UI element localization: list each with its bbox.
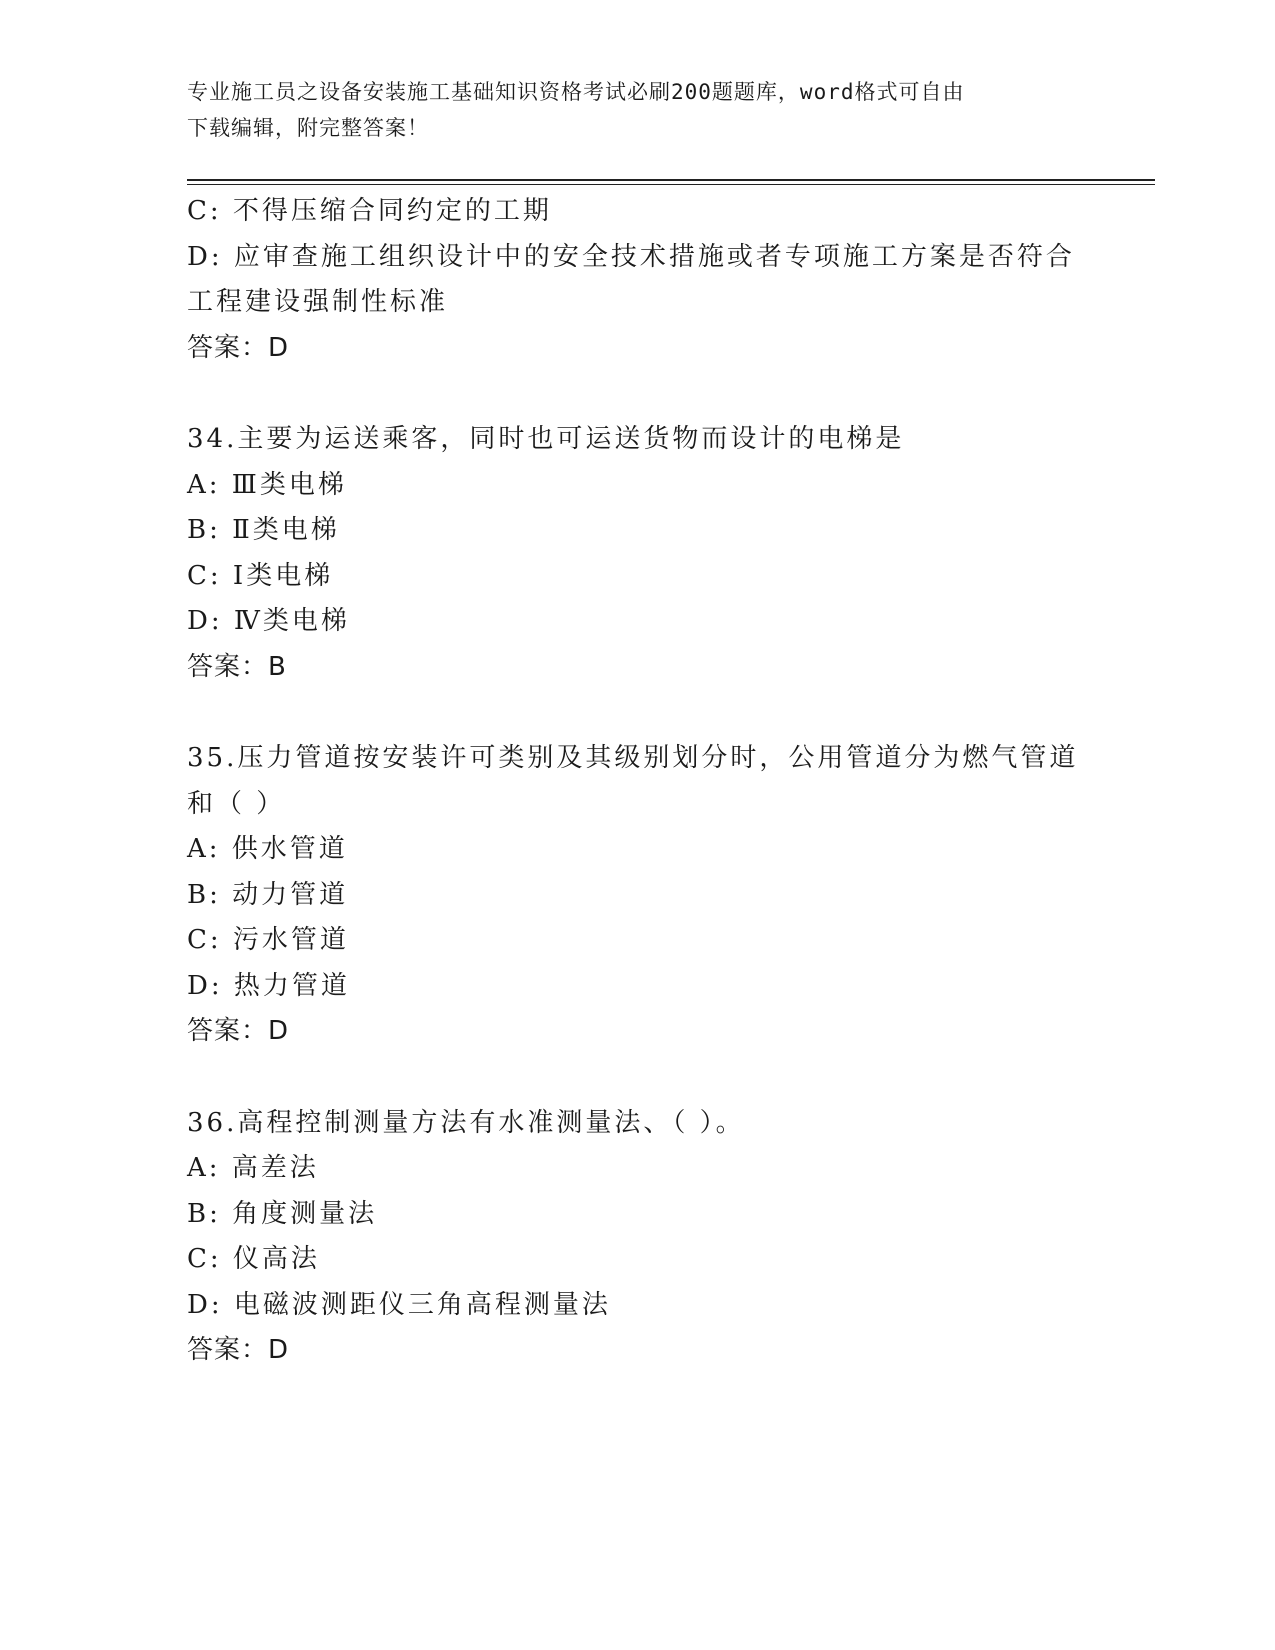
question-block-34	[187, 417, 1087, 690]
option-d: D: 电磁波测距仪三角高程测量法	[187, 1289, 611, 1320]
answer: 答案：D	[187, 1335, 290, 1365]
answer: 答案：B	[187, 651, 287, 682]
header-line-2: 下载编辑，附完整答案！	[187, 116, 429, 140]
option-d-continued: 工程建设强制性标准	[187, 287, 449, 317]
header-line-1: 专业施工员之设备安装施工基础知识资格考试必刷200题题库，word格式可自由	[187, 80, 965, 104]
question-text-continued: 和（ ）	[187, 788, 286, 819]
question-text: 35.压力管道按安装许可类别及其级别划分时，公用管道分为燃气管道	[187, 743, 1079, 773]
question-list	[187, 189, 1087, 1374]
option-c: C: 污水管道	[187, 925, 349, 955]
option-c: C: 仪高法	[187, 1244, 320, 1274]
document-header	[187, 74, 1067, 146]
header-rule-thin	[187, 184, 1155, 185]
answer: 答案：D	[187, 1016, 290, 1046]
option-b: B: 角度测量法	[187, 1198, 378, 1229]
option-d: D: 应审查施工组织设计中的安全技术措施或者专项施工方案是否符合	[187, 241, 1075, 272]
question-block-35	[187, 736, 1087, 1055]
option-d: D: Ⅳ类电梯	[187, 606, 350, 636]
header-rule-thick	[187, 179, 1155, 181]
option-c: C: 不得压缩合同约定的工期	[187, 196, 552, 226]
question-block-33	[187, 189, 1087, 371]
option-d: D: 热力管道	[187, 970, 350, 1001]
question-text: 34.主要为运送乘客，同时也可运送货物而设计的电梯是	[187, 424, 905, 454]
option-c: C: Ⅰ类电梯	[187, 560, 334, 591]
question-text: 36.高程控制测量方法有水准测量法、（ ）。	[187, 1107, 745, 1138]
option-b: B: Ⅱ类电梯	[187, 515, 340, 545]
option-a: A: Ⅲ类电梯	[187, 469, 347, 500]
option-a: A: 高差法	[187, 1153, 319, 1183]
answer: 答案：D	[187, 332, 290, 363]
option-b: B: 动力管道	[187, 879, 349, 910]
question-block-36	[187, 1101, 1087, 1374]
option-a: A: 供水管道	[187, 834, 348, 864]
